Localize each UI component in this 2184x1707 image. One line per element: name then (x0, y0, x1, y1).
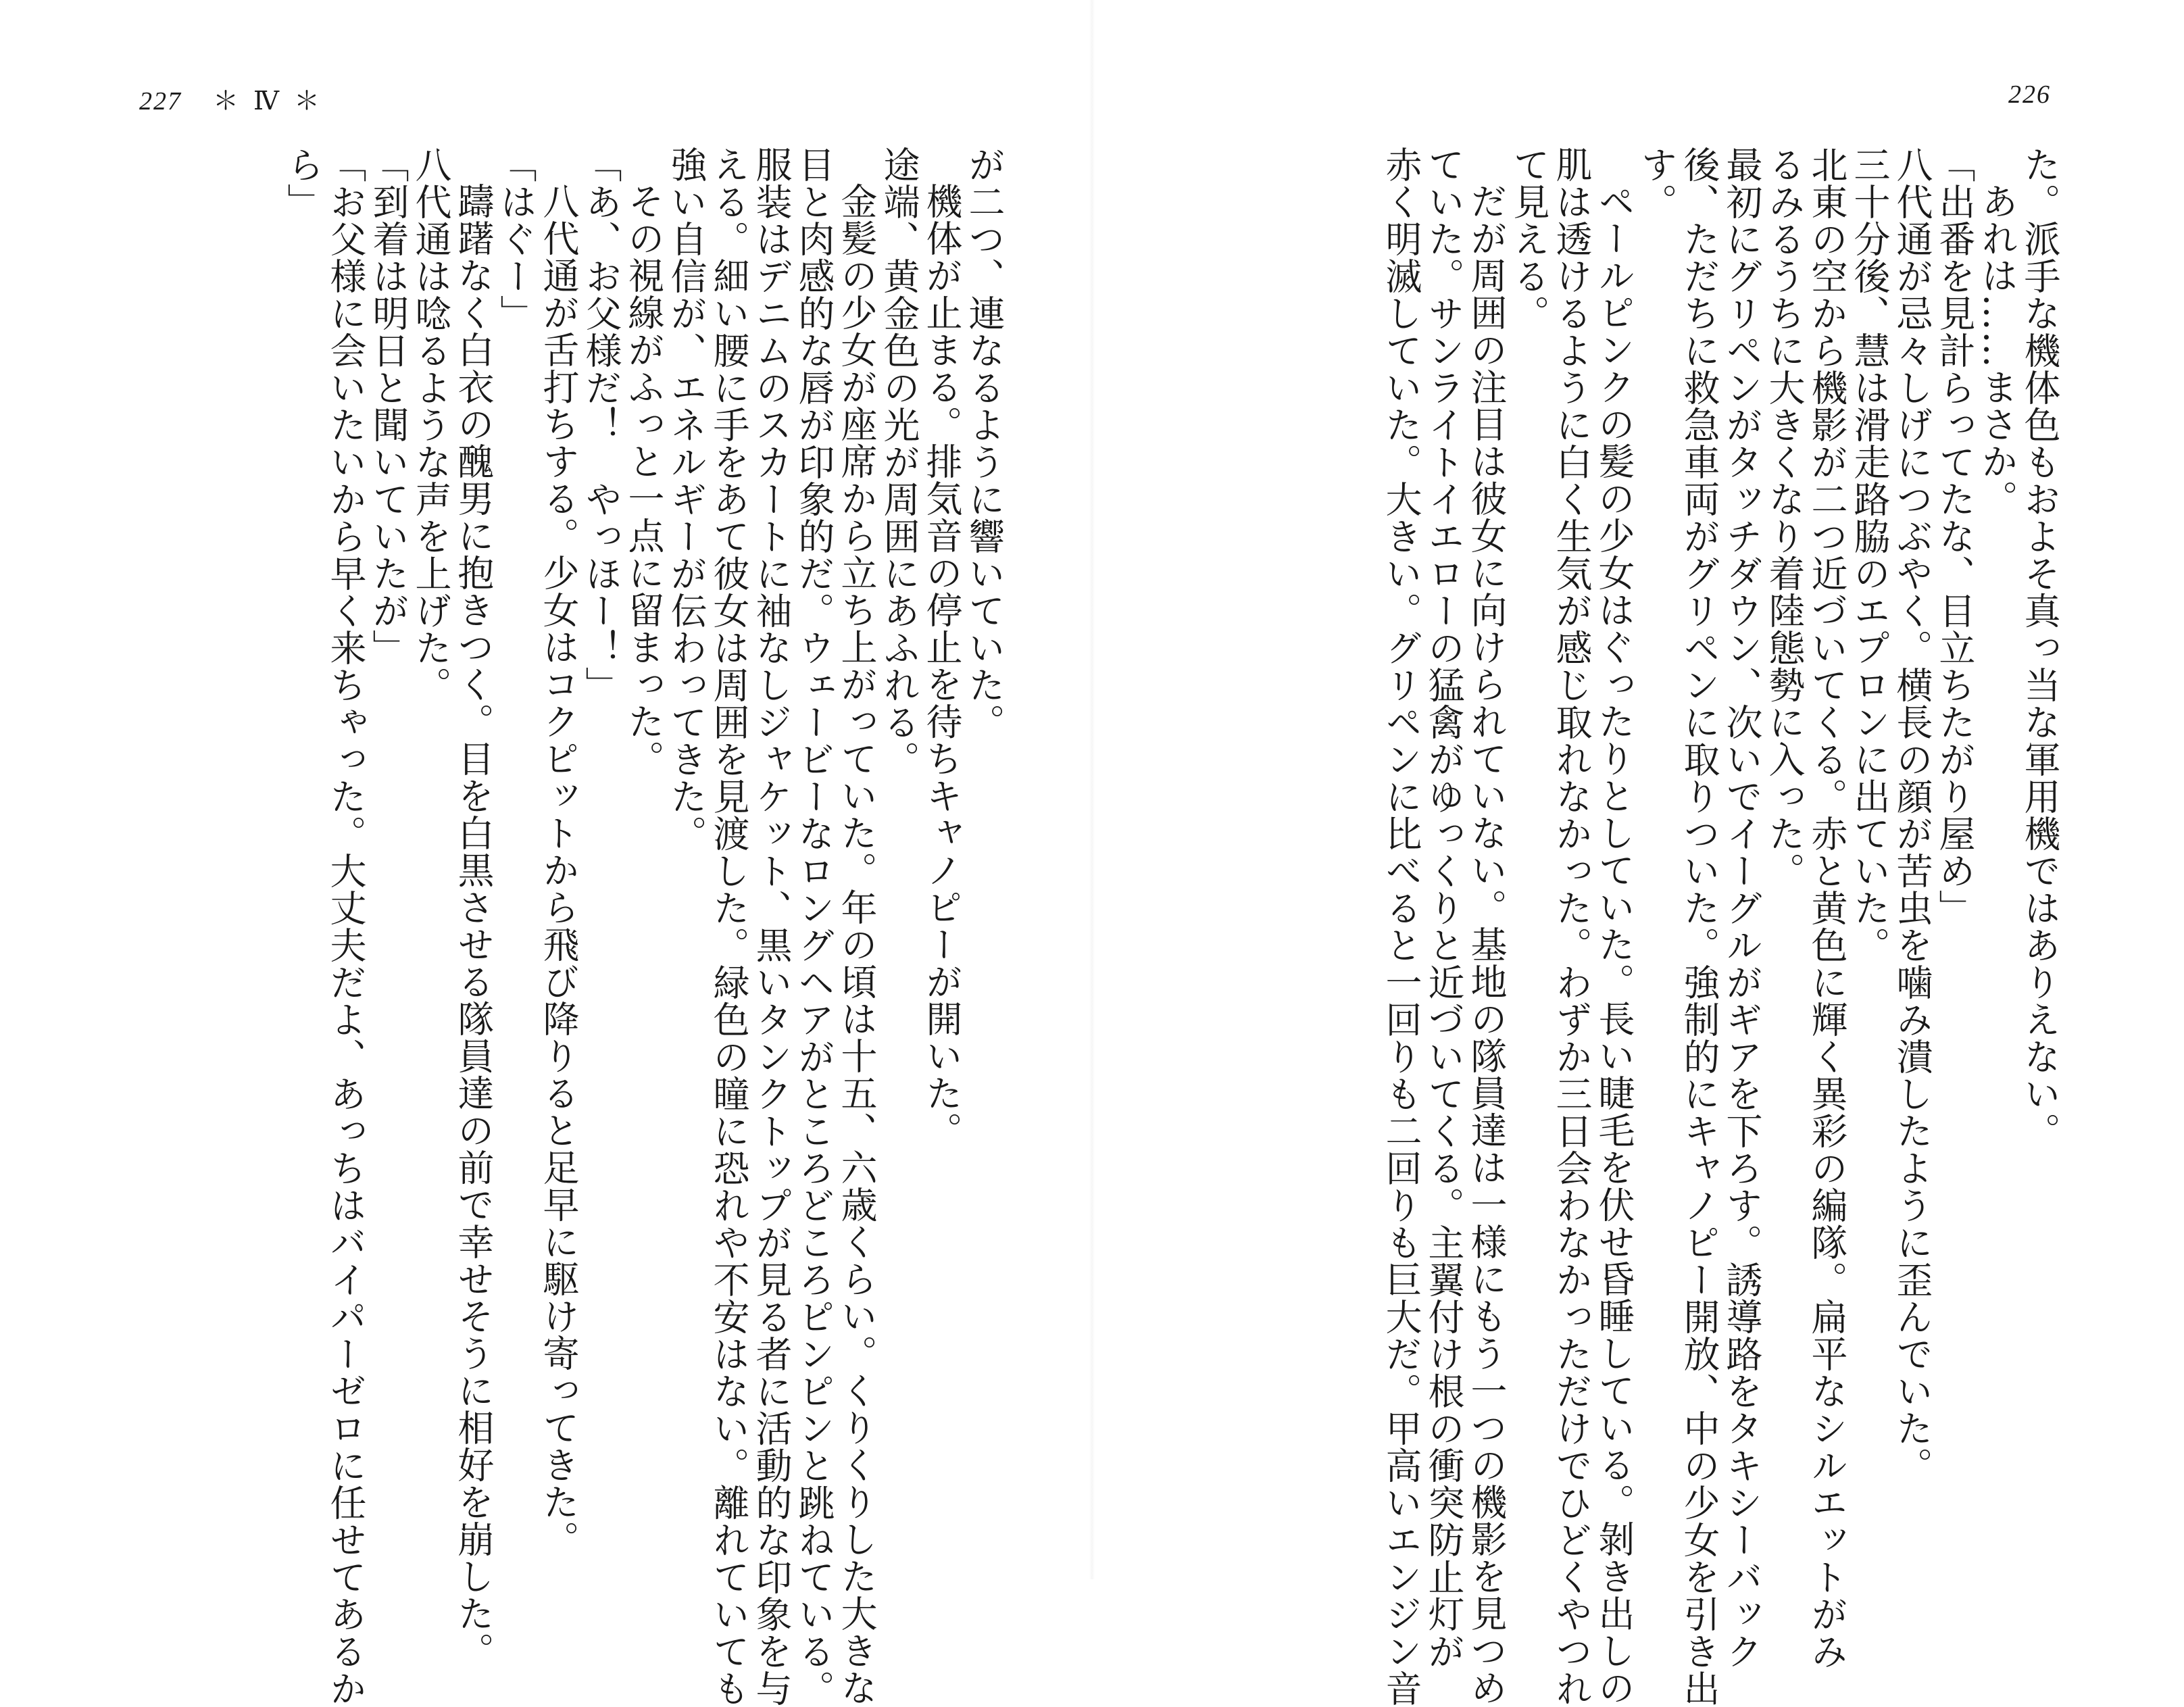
text-line: 後、ただちに救急車両がグリペンに取りついた。強制的にキャノピー開放、中の少女を引き出 (1678, 146, 1720, 1707)
text-line: 最初にグリペンがタッチダウン、次いでイーグルがギアを下ろす。誘導路をタキシーバック (1720, 146, 1763, 1670)
text-line: す。 (1635, 146, 1678, 220)
text-line: て見える。 (1508, 146, 1550, 332)
left-page-body (141, 146, 1006, 1707)
left-page-header (139, 80, 334, 117)
text-line: 「到着は明日と聞いていたが」 (367, 146, 410, 666)
header-star-icon: ＊ (213, 87, 241, 116)
text-line: 服装はデニムのスカートに袖なしジャケット、黒いタンクトップが見る者に活動的な印象を与 (750, 146, 793, 1707)
text-line: 金髪の少女が座席から立ち上がっていた。年の頃は十五、六歳くらい。くりくりした大きな (835, 182, 878, 1706)
text-line: その視線がふっと一点に留まった。 (622, 182, 665, 777)
text-line: 八代通が忌々しげにつぶやく。横長の顔が苦虫を噛み潰したように歪んでいた。 (1891, 146, 1933, 1484)
text-line: 「はぐー」 (495, 146, 537, 332)
text-line: ペールピンクの髪の少女はぐったりとしていた。長い睫毛を伏せ昏睡している。剝き出しの (1593, 182, 1635, 1706)
text-line: 「あ、お父様だ！ やっほー！」 (580, 146, 622, 703)
header-star-icon: ＊ (293, 87, 321, 116)
text-line: ら」 (282, 146, 324, 220)
right-page-body (1203, 146, 2061, 1707)
right-page-number: 226 (2008, 80, 2051, 109)
left-page-number: 227 (139, 87, 182, 116)
text-line: 強い自信が、エネルギーが伝わってきた。 (665, 146, 708, 852)
text-line: 途端、黄金色の光が周囲にあふれる。 (878, 146, 920, 778)
page-gutter (1089, 0, 1095, 1579)
text-line: える。細い腰に手をあて彼女は周囲を見渡した。緑色の瞳に恐れや不安はない。離れていても (708, 146, 750, 1707)
text-line: るみるうちに大きくなり着陸態勢に入った。 (1763, 146, 1806, 889)
text-line: ていた。サンライトイエローの猛禽がゆっくりと近づいてくる。主翼付け根の衝突防止灯が (1422, 146, 1465, 1670)
text-line: 躊躇なく白衣の醜男に抱きつく。目を白黒させる隊員達の前で幸せそうに相好を崩した。 (452, 182, 495, 1669)
text-line: 肌は透けるように白く生気が感じ取れなかった。わずか三日会わなかっただけでひどくやつれ (1550, 146, 1593, 1707)
text-line: 北東の空から機影が二つ近づいてくる。赤と黄色に輝く異彩の編隊。扁平なシルエットがみ (1806, 146, 1848, 1670)
text-line: 機体が止まる。排気音の停止を待ちキャノピーが開いた。 (920, 182, 963, 1149)
text-line: 「出番を見計らってたな、目立ちたがり屋め」 (1933, 146, 1976, 926)
text-line: 赤く明滅していた。大きい。グリペンに比べると一回りも二回りも巨大だ。甲高いエンジン音 (1380, 146, 1422, 1707)
text-line: 八代通は唸るような声を上げた。 (410, 146, 452, 703)
right-page-header (2008, 80, 2051, 109)
text-line: 三十分後、慧は滑走路脇のエプロンに出ていた。 (1848, 146, 1891, 964)
text-line: が二つ、連なるように響いていた。 (963, 146, 1006, 741)
text-line: あれは……まさか。 (1976, 182, 2018, 517)
chapter-label: Ⅳ (253, 87, 280, 116)
text-line: 目と肉感的な唇が印象的だ。ウェービーなロングヘアがところどころピンピンと跳ねている。 (793, 146, 835, 1707)
text-line: た。派手な機体色もおよそ真っ当な軍用機ではありえない。 (2018, 146, 2061, 1149)
text-line: 八代通が舌打ちする。少女はコクピットから飛び降りると足早に駆け寄ってきた。 (537, 182, 580, 1558)
text-line: 「お父様に会いたいから早く来ちゃった。大丈夫だよ、あっちはバイパーゼロに任せてあるか (324, 146, 367, 1707)
text-line: だが周囲の注目は彼女に向けられていない。基地の隊員達は一様にもう一つの機影を見つめ (1465, 182, 1508, 1706)
